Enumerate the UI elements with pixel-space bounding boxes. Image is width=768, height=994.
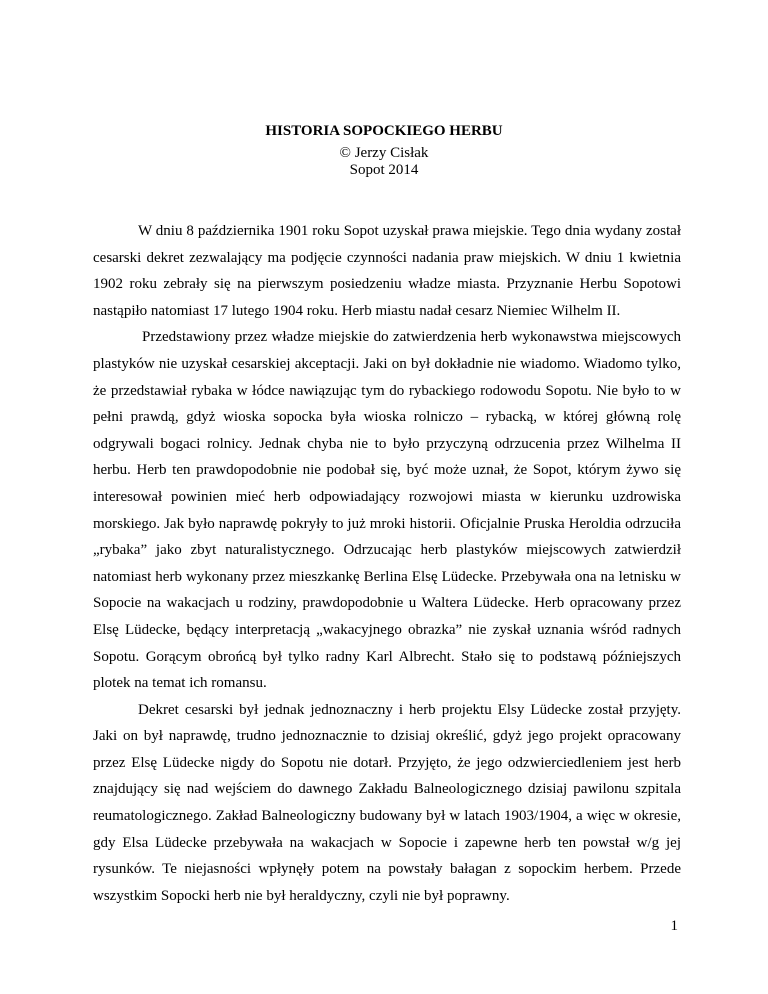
- page-number: 1: [670, 918, 678, 934]
- document-title: HISTORIA SOPOCKIEGO HERBU: [265, 123, 503, 139]
- place-date-line: Sopot 2014: [349, 162, 419, 178]
- title-block: [0, 122, 768, 179]
- body-text: [93, 218, 681, 909]
- paragraph-2: Przedstawiony przez władze miejskie do zatwierdzenia herb wykonawstwa miejscowych plastyków nie uzyskał cesarskiej akceptacji. Jaki on był dokładnie nie wiadomo. Wiadomo tylko, że przedstawiał rybaka w łódce nawiązując tym do rybackiego rodowodu Sopotu. Nie było to w pełni prawdą, gdyż wioska sopocka była wioska rolniczo – rybacką, w której główną rolę odgrywali bogaci rolnicy. Jednak chyba nie to było przyczyną odrzucenia przez Wilhelma II herbu. Herb ten prawdopodobnie nie podobał się, być może uznał, że Sopot, którym żywo się interesował powinien mieć herb odpowiadający rozwojowi miasta w kierunku uzdrowiska morskiego. Jak było naprawdę pokryły to już mroki historii. Oficjalnie Pruska Heroldia odrzuciła „rybaka” jako zbyt naturalistycznego. Odrzucając herb plastyków miejscowych zatwierdził natomiast herb wykonany przez mieszkankę Berlina Elsę Lüdecke. Przebywała ona na letnisku w Sopocie na wakacjach u rodziny, prawdopodobnie u Waltera Lüdecke. Herb opracowany przez Elsę Lüdecke, będący interpretacją „wakacyjnego obrazka” nie zyskał uznania wśród radnych Sopotu. Gorącym obrońcą był tylko radny Karl Albrecht. Stało się to podstawą późniejszych plotek na temat ich romansu.: [93, 329, 681, 692]
- paragraph-3: Dekret cesarski był jednak jednoznaczny i herb projektu Elsy Lüdecke został przyjęty. Jaki on był naprawdę, trudno jednoznacznie to dzisiaj określić, gdyż jego projekt opracowany przez Elsę Lüdecke nigdy do Sopotu nie dotarł. Przyjęto, że jego odzwierciedleniem jest herb znajdujący się nad wejściem do dawnego Zakładu Balneologicznego dzisiaj pawilonu szpitala reumatologicznego. Zakład Balneologiczny budowany był w latach 1903/1904, a więc w okresie, gdy Elsa Lüdecke przebywała na wakacjach w Sopocie i zapewne herb ten powstał w/g jej rysunków. Te niejasności wpłynęły potem na powstały bałagan z sopockim herbem. Przede wszystkim Sopocki herb nie był heraldyczny, czyli nie był poprawny.: [93, 701, 681, 904]
- paragraph-1: W dniu 8 października 1901 roku Sopot uzyskał prawa miejskie. Tego dnia wydany został cesarski dekret zezwalający ma podjęcie czynności nadania praw miejskich. W dniu 1 kwietnia 1902 roku zebrały się na pierwszym posiedzeniu władze miasta. Przyznanie Herbu Sopotowi nastąpiło natomiast 17 lutego 1904 roku. Herb miastu nadał cesarz Niemiec Wilhelm II.: [93, 223, 681, 319]
- author-line: © Jerzy Cisłak: [339, 145, 429, 161]
